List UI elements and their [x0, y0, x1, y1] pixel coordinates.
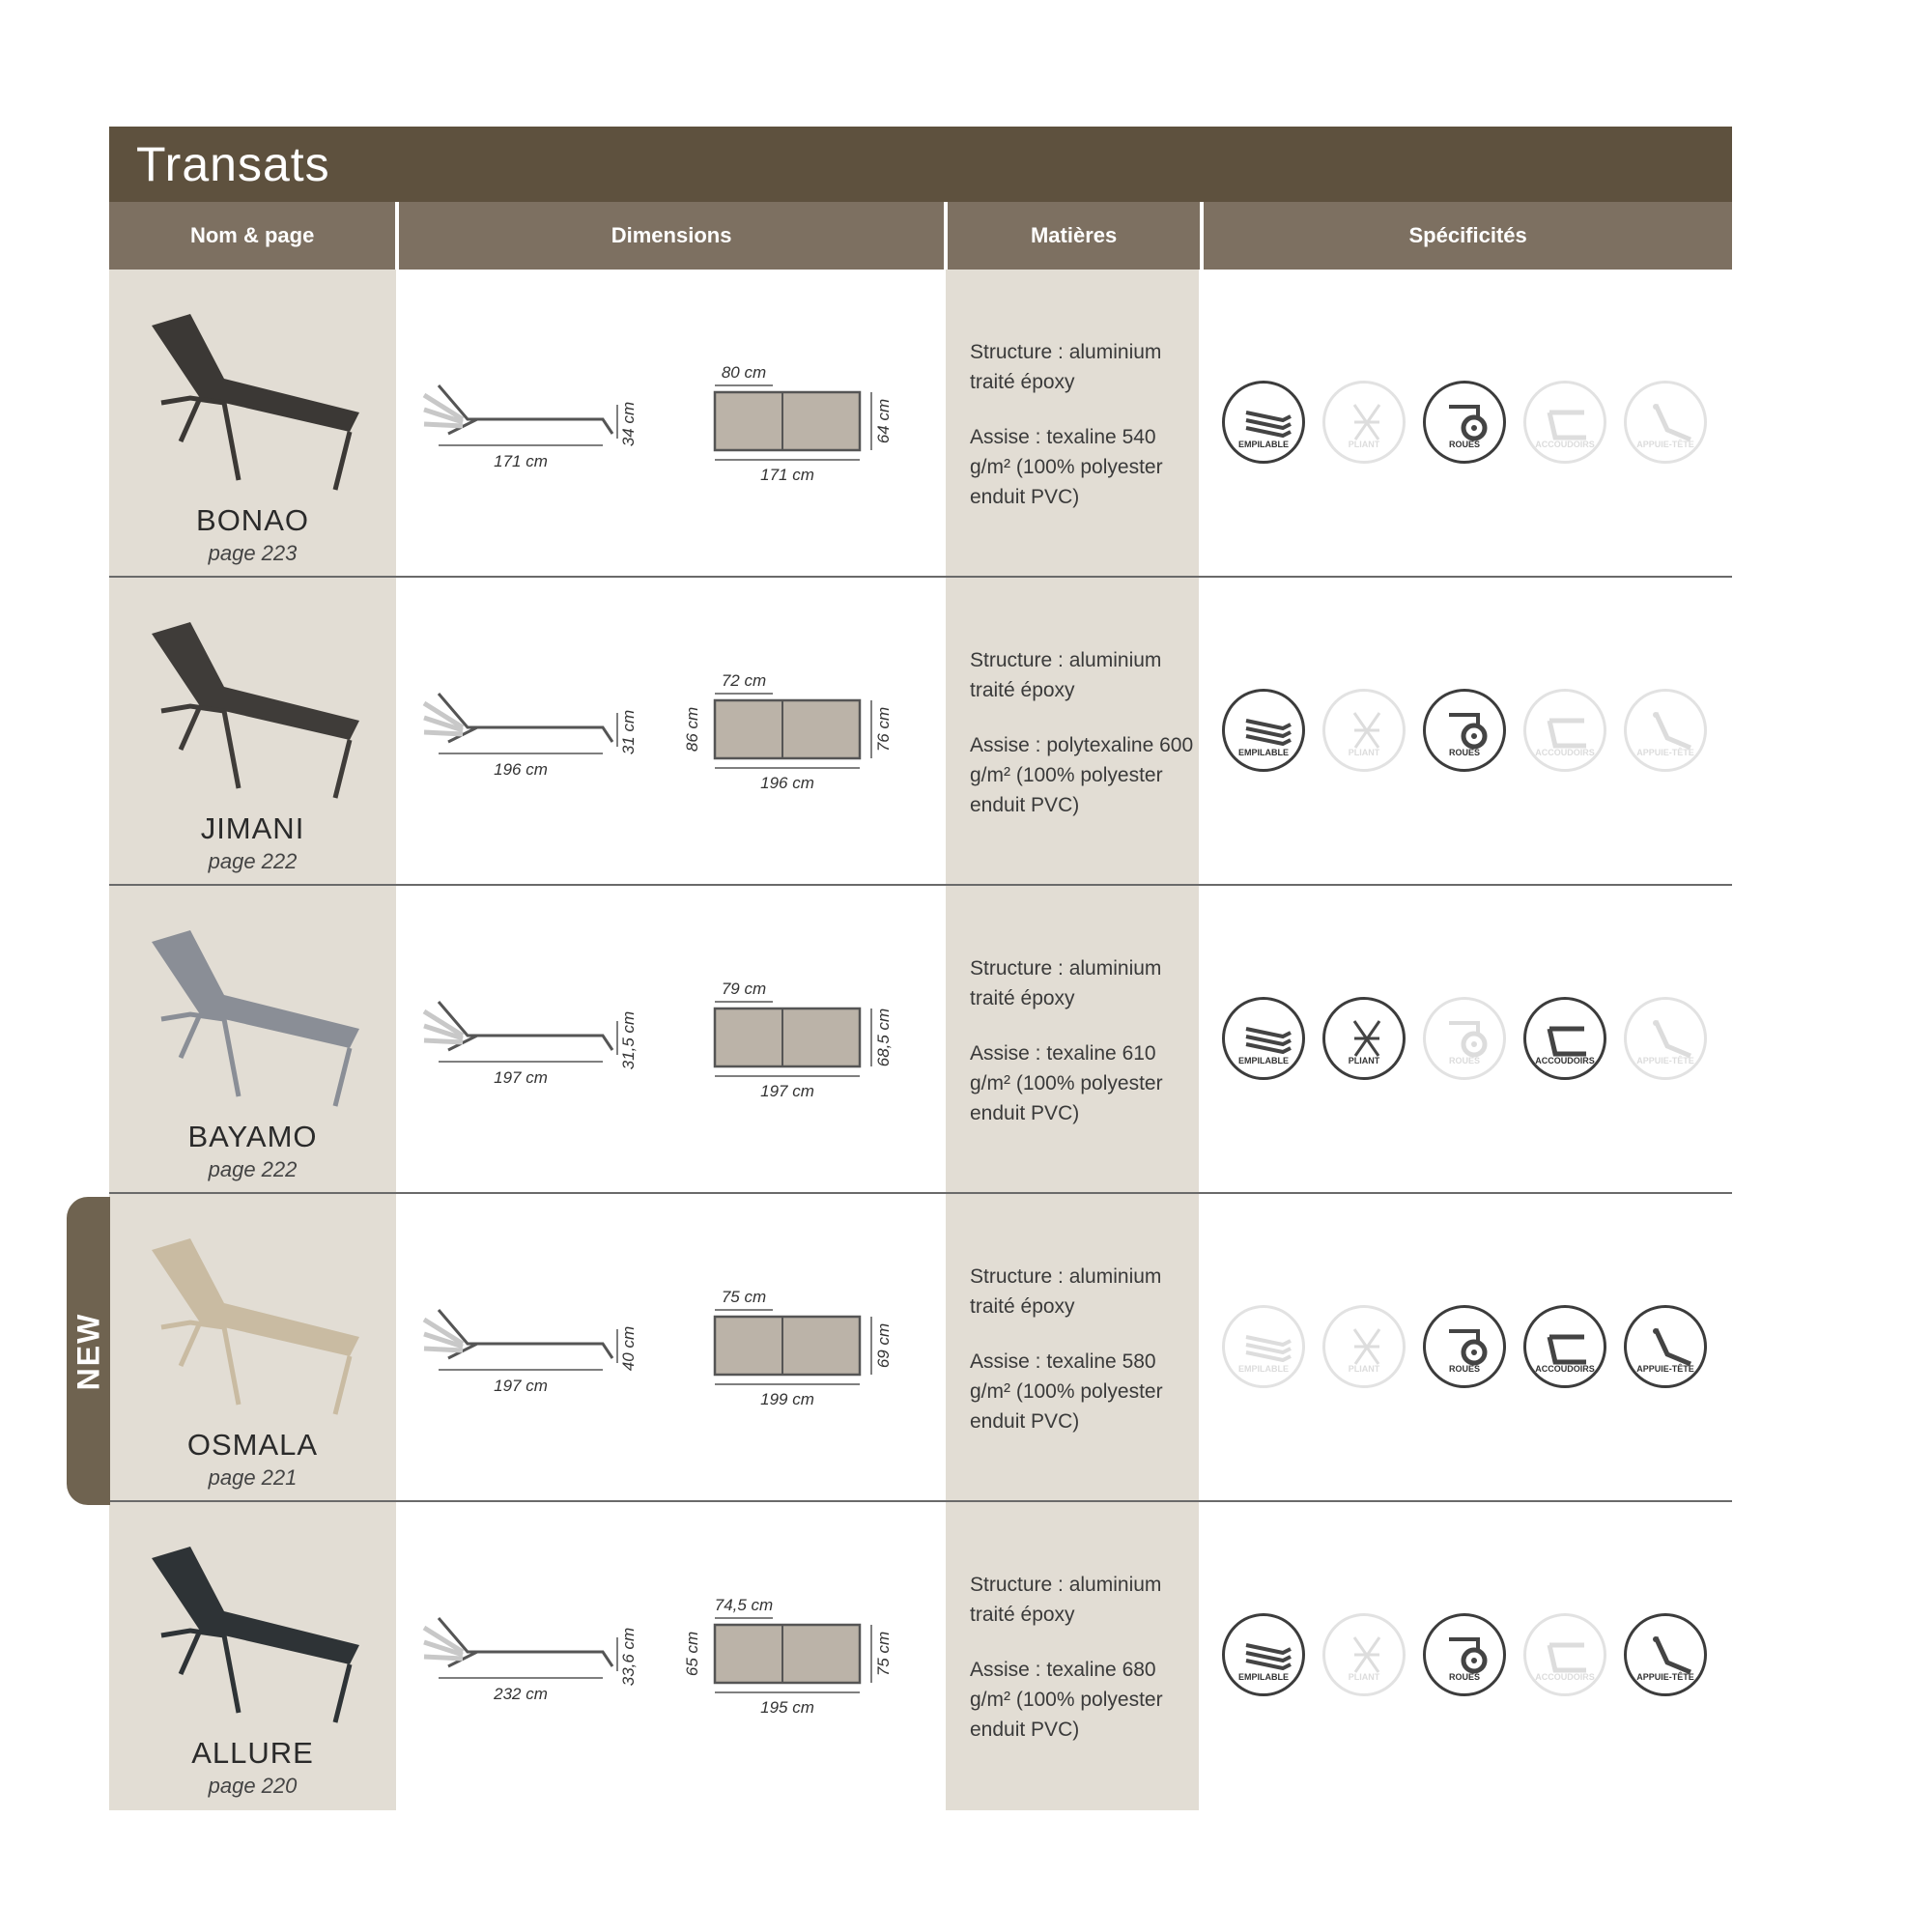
- appuie-tete-icon: [1624, 997, 1707, 1080]
- header-name: Nom & page: [109, 202, 395, 270]
- spec-label: EMPILABLE: [1237, 1672, 1289, 1682]
- top-view-diagram: [686, 363, 927, 492]
- spec-label: PLIANT: [1348, 1364, 1380, 1374]
- top-length-label: 196 cm: [760, 774, 814, 792]
- side-length-label: 171 cm: [494, 452, 548, 470]
- roues-icon: [1423, 381, 1506, 464]
- seat-text: Assise : texaline 580 g/m² (100% polyester enduit PVC): [970, 1350, 1163, 1433]
- top-width-label: 80 cm: [721, 363, 767, 382]
- spec-label: PLIANT: [1348, 1056, 1380, 1065]
- new-badge: NEW: [67, 1197, 110, 1505]
- seat-text: Assise : polytexaline 600 g/m² (100% polyester enduit PVC): [970, 734, 1194, 816]
- roues-icon: [1423, 1613, 1506, 1696]
- spec-icons: [1222, 997, 1707, 1080]
- materials-text: [970, 645, 1197, 845]
- top-depth-label: 69 cm: [874, 1322, 893, 1369]
- product-row-osmala: [109, 1194, 1732, 1502]
- spec-icons: [1222, 689, 1707, 772]
- top-depth-label: 68,5 cm: [874, 1008, 893, 1067]
- product-photo: [132, 1539, 374, 1722]
- empilable-icon: [1222, 689, 1305, 772]
- materials-cell: [946, 578, 1199, 884]
- side-view-diagram: [419, 1599, 641, 1715]
- product-row-jimani: [109, 578, 1732, 886]
- side-length-label: 196 cm: [494, 760, 548, 779]
- product-photo: [132, 306, 374, 490]
- structure-text: Structure : aluminium traité époxy: [970, 1574, 1162, 1626]
- product-page: page 222: [208, 849, 298, 873]
- top-view-diagram: [686, 982, 927, 1108]
- product-page: page 223: [208, 541, 298, 565]
- product-row-bonao: [109, 270, 1732, 578]
- product-name-cell: [109, 1502, 396, 1810]
- empilable-icon: [1222, 1613, 1305, 1696]
- appuie-tete-icon: [1624, 1305, 1707, 1388]
- top-width-label: 75 cm: [721, 1288, 767, 1306]
- spec-label: ROUES: [1448, 1672, 1480, 1682]
- product-row-bayamo: [109, 886, 1732, 1194]
- spec-label: ROUES: [1448, 748, 1480, 757]
- spec-label: PLIANT: [1348, 1672, 1380, 1682]
- accoudoirs-icon: [1523, 1305, 1606, 1388]
- product-page: page 222: [208, 1157, 298, 1181]
- spec-label: ROUES: [1448, 1056, 1480, 1065]
- materials-text: [970, 1570, 1197, 1770]
- empilable-icon: [1222, 997, 1305, 1080]
- appuie-tete-icon: [1624, 1613, 1707, 1696]
- section-title: Transats: [109, 127, 1732, 202]
- product-name: ALLURE: [191, 1736, 314, 1770]
- product-name: BONAO: [196, 503, 309, 537]
- roues-icon: [1423, 997, 1506, 1080]
- empilable-icon: [1222, 381, 1305, 464]
- specs-cell: [1203, 1502, 1728, 1810]
- product-name-cell: [109, 886, 396, 1192]
- spec-label: PLIANT: [1348, 440, 1380, 449]
- dimensions-cell: [396, 270, 946, 576]
- dimensions-cell: [396, 886, 946, 1192]
- top-view-diagram: [686, 1288, 927, 1416]
- spec-label: ROUES: [1448, 1364, 1480, 1374]
- product-photo: [132, 1231, 374, 1414]
- roues-icon: [1423, 689, 1506, 772]
- comparison-sheet: [109, 127, 1732, 1810]
- side-height-label: 40 cm: [619, 1325, 638, 1372]
- structure-text: Structure : aluminium traité époxy: [970, 1265, 1162, 1318]
- spec-label: ACCOUDOIRS: [1535, 748, 1595, 757]
- materials-text: [970, 337, 1197, 537]
- product-row-allure: [109, 1502, 1732, 1810]
- roues-icon: [1423, 1305, 1506, 1388]
- top-extra-label: 86 cm: [683, 706, 701, 753]
- side-height-label: 31,5 cm: [619, 1010, 638, 1070]
- spec-label: EMPILABLE: [1237, 1364, 1289, 1374]
- materials-cell: [946, 1502, 1199, 1810]
- spec-label: EMPILABLE: [1237, 748, 1289, 757]
- dimensions-cell: [396, 1194, 946, 1500]
- product-name-cell: [109, 578, 396, 884]
- product-name-cell: [109, 270, 396, 576]
- top-length-label: 199 cm: [760, 1390, 814, 1408]
- top-depth-label: 75 cm: [874, 1631, 893, 1677]
- product-rows: [109, 270, 1732, 1810]
- header-dimensions: Dimensions: [399, 202, 944, 270]
- spec-label: ACCOUDOIRS: [1535, 1364, 1595, 1374]
- header-materials: Matières: [948, 202, 1200, 270]
- spec-label: APPUIE-TÊTE: [1636, 748, 1694, 757]
- pliant-icon: [1322, 1613, 1406, 1696]
- structure-text: Structure : aluminium traité époxy: [970, 649, 1162, 701]
- structure-text: Structure : aluminium traité époxy: [970, 957, 1162, 1009]
- materials-cell: [946, 886, 1199, 1192]
- product-photo: [132, 614, 374, 798]
- structure-text: Structure : aluminium traité époxy: [970, 341, 1162, 393]
- dimensions-cell: [396, 578, 946, 884]
- specs-cell: [1203, 1194, 1728, 1500]
- pliant-icon: [1322, 997, 1406, 1080]
- top-view-diagram: [683, 671, 927, 800]
- side-length-label: 197 cm: [494, 1377, 548, 1395]
- product-name: BAYAMO: [187, 1120, 318, 1153]
- side-view-diagram: [419, 674, 641, 790]
- top-width-label: 79 cm: [721, 980, 767, 998]
- accoudoirs-icon: [1523, 997, 1606, 1080]
- pliant-icon: [1322, 689, 1406, 772]
- product-name-cell: [109, 1194, 396, 1500]
- top-length-label: 197 cm: [760, 1082, 814, 1100]
- side-view-diagram: [419, 1291, 641, 1406]
- appuie-tete-icon: [1624, 689, 1707, 772]
- product-name: JIMANI: [200, 811, 305, 845]
- top-extra-label: 65 cm: [683, 1631, 701, 1677]
- specs-cell: [1203, 578, 1728, 884]
- side-length-label: 232 cm: [494, 1685, 548, 1703]
- materials-cell: [946, 270, 1199, 576]
- spec-label: APPUIE-TÊTE: [1636, 1364, 1694, 1374]
- side-height-label: 31 cm: [619, 709, 638, 755]
- top-length-label: 195 cm: [760, 1698, 814, 1717]
- top-depth-label: 76 cm: [874, 706, 893, 753]
- side-height-label: 34 cm: [619, 401, 638, 447]
- spec-label: APPUIE-TÊTE: [1636, 1672, 1694, 1682]
- top-view-diagram: [683, 1596, 927, 1724]
- pliant-icon: [1322, 381, 1406, 464]
- spec-label: PLIANT: [1348, 748, 1380, 757]
- empilable-icon: [1222, 1305, 1305, 1388]
- table-header: [109, 202, 1732, 270]
- appuie-tete-icon: [1624, 381, 1707, 464]
- spec-label: ACCOUDOIRS: [1535, 440, 1595, 449]
- accoudoirs-icon: [1523, 1613, 1606, 1696]
- seat-text: Assise : texaline 680 g/m² (100% polyester enduit PVC): [970, 1659, 1163, 1741]
- accoudoirs-icon: [1523, 689, 1606, 772]
- side-height-label: 33,6 cm: [619, 1627, 638, 1687]
- spec-icons: [1222, 1613, 1707, 1696]
- product-page: page 220: [208, 1774, 298, 1798]
- spec-icons: [1222, 381, 1707, 464]
- product-page: page 221: [208, 1465, 298, 1490]
- spec-label: EMPILABLE: [1237, 1056, 1289, 1065]
- spec-label: ROUES: [1448, 440, 1480, 449]
- side-view-diagram: [419, 366, 641, 482]
- product-name: OSMALA: [186, 1428, 319, 1462]
- side-length-label: 197 cm: [494, 1068, 548, 1087]
- specs-cell: [1203, 886, 1728, 1192]
- materials-text: [970, 1262, 1197, 1462]
- pliant-icon: [1322, 1305, 1406, 1388]
- seat-text: Assise : texaline 610 g/m² (100% polyester enduit PVC): [970, 1042, 1163, 1124]
- specs-cell: [1203, 270, 1728, 576]
- top-width-label: 72 cm: [721, 671, 767, 690]
- spec-label: APPUIE-TÊTE: [1636, 1056, 1694, 1065]
- header-specs: Spécificités: [1204, 202, 1732, 270]
- spec-label: ACCOUDOIRS: [1535, 1056, 1595, 1065]
- materials-cell: [946, 1194, 1199, 1500]
- spec-icons: [1222, 1305, 1707, 1388]
- accoudoirs-icon: [1523, 381, 1606, 464]
- spec-label: ACCOUDOIRS: [1535, 1672, 1595, 1682]
- top-width-label: 74,5 cm: [714, 1596, 774, 1614]
- side-view-diagram: [419, 982, 641, 1098]
- seat-text: Assise : texaline 540 g/m² (100% polyester enduit PVC): [970, 426, 1163, 508]
- product-photo: [132, 923, 374, 1106]
- dimensions-cell: [396, 1502, 946, 1810]
- materials-text: [970, 953, 1197, 1153]
- spec-label: EMPILABLE: [1237, 440, 1289, 449]
- spec-label: APPUIE-TÊTE: [1636, 440, 1694, 449]
- top-depth-label: 64 cm: [874, 398, 893, 444]
- top-length-label: 171 cm: [760, 466, 814, 484]
